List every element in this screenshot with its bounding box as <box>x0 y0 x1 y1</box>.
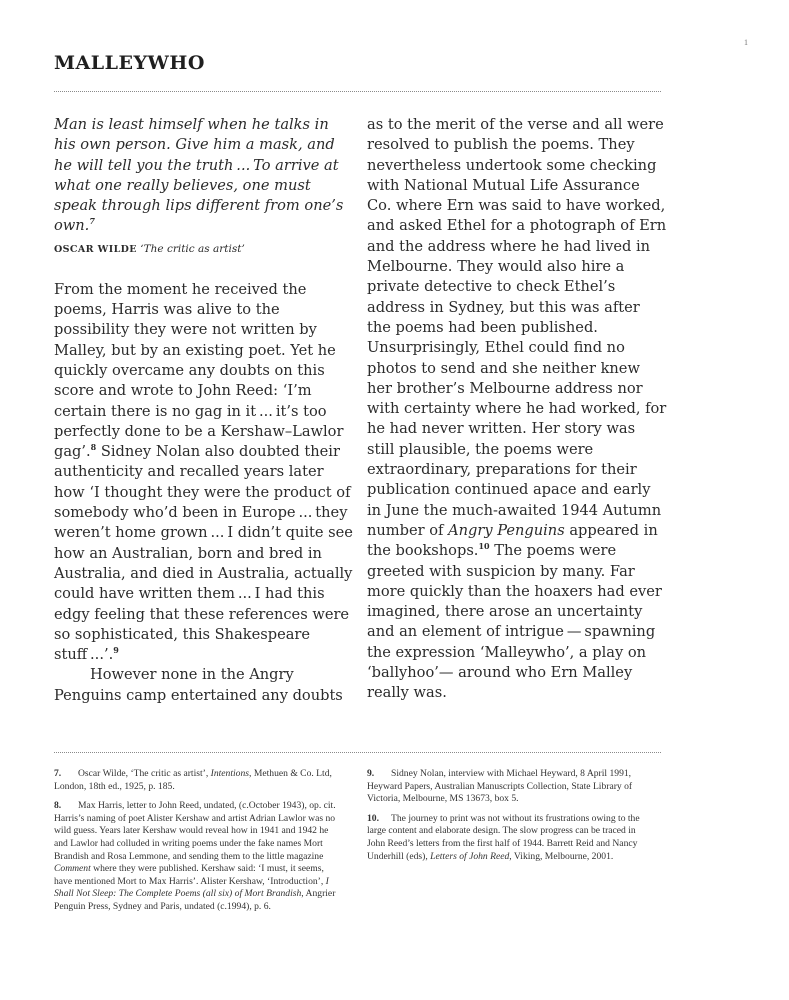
footnote-text: where they were published. Kershaw said: ‘I must, it seems, have mentioned Mort to Max Harris’. Alister Kershaw, ‘Introduction’, <box>54 863 326 887</box>
footnote-text: , Methuen & Co. Ltd, London, 18th ed., 1925, p. 185. <box>54 768 332 792</box>
body-text: From the moment he received the poems, Harris was alive to the possibility they were not written by Malley, but by an existing poet. Yet he quickly overcame any doubts on this score and wrote to John Reed: ‘I’m certain there is no gag in it ... it’s too perfectly done to be a Kershaw–Lawlor gag’. <box>54 280 344 461</box>
footnote-number: 9. <box>367 768 375 779</box>
footnote-number: 10. <box>367 812 379 824</box>
body-paragraph-2-continued <box>367 115 667 704</box>
footnote-rule <box>54 752 661 753</box>
footnotes-left <box>54 768 339 921</box>
body-text: Sidney Nolan also doubted their authenticity and recalled years later how ‘I thought they were the product of somebody who’d been in Europe ... they weren’t home grown ... I didn’t quite see how an Australian, born and bred in Australia, and died in Australia, actually could have written them ... I had this edgy feeling that these references were so sophisticated, this Shakespeare stuff ...’. <box>54 443 353 664</box>
left-column <box>54 115 354 706</box>
footnote-title: Letters of John Reed <box>430 850 510 862</box>
footnote-title: Intentions <box>210 768 250 779</box>
page-number: 1 <box>744 38 748 47</box>
footnotes-right <box>367 768 652 870</box>
footnote-8 <box>54 800 339 913</box>
magazine-title: Angry Penguins <box>448 521 565 539</box>
footnote-title: Comment <box>54 863 91 875</box>
footnote-ref: 7 <box>89 216 95 227</box>
body-text: appeared in the bookshops. <box>367 521 658 560</box>
epigraph-quote <box>54 115 354 237</box>
epigraph-attribution <box>54 241 354 258</box>
footnote-text: The journey to print was not without its frustrations owing to the large content and elaborate design. The slow progress can be traced in John Reed’s letters from the first half of 1944. Barrett Reid and Nancy Underhill (eds), <box>367 812 640 862</box>
footnote-text: Oscar Wilde, ‘The critic as artist’, <box>78 768 211 779</box>
body-paragraph-1 <box>54 280 354 666</box>
footnote-number: 7. <box>54 768 62 779</box>
body-text: as to the merit of the verse and all were resolved to publish the poems. They nevertheless undertook some checking with National Mutual Life Assurance Co. where Ern was said to have worked, and asked Ethel for a photograph of Ern and the address where he had lived in Melbourne. They would also hire a private detective to check Ethel’s address in Sydney, but this was after the poems had been published. Unsurprisingly, Ethel could find no photos to send and she neither knew her brother’s Melbourne address nor with certainty where he had worked, for he had never written. Her story was still plausible, the poems were extraordinary, preparations for their publication continued apace and early in June the much-awaited 1944 Autumn number of <box>367 116 667 539</box>
footnote-9 <box>367 768 652 806</box>
footnote-ref: 9 <box>113 645 119 656</box>
footnote-10 <box>367 813 652 863</box>
epigraph-author: OSCAR WILDE <box>54 243 137 255</box>
footnote-text: , Angrier Penguin Press, Sydney and Paris, undated (c.1994), p. 6. <box>54 888 336 912</box>
body-text: The poems were greeted with suspicion by many. Far more quickly than the hoaxers had ever imagined, there arose an uncertainty and an element of intrigue — spawning the expression ‘Malleywho’, a play on ‘ballyhoo’— around who Ern Malley really was. <box>367 542 662 702</box>
header-rule <box>54 91 661 92</box>
footnote-text: , Viking, Melbourne, 2001. <box>509 850 614 862</box>
footnote-ref: 10 <box>478 541 490 552</box>
footnote-ref: 8 <box>90 442 97 453</box>
body-text: However none in the Angry Penguins camp entertained any doubts <box>54 666 343 704</box>
epigraph-text: Man is least himself when he talks in his own person. Give him a mask, and he will tell you the truth ... To arrive at what one really believes, one must speak through lips different from one’s own. <box>54 116 344 235</box>
footnote-title: I Shall Not Sleep: The Complete Poems (all six) of Mort Brandish <box>54 875 329 900</box>
footnote-7 <box>54 768 339 793</box>
right-column <box>367 115 667 704</box>
footnote-text: Sidney Nolan, interview with Michael Heyward, 8 April 1991, Heyward Papers, Australian Manuscripts Collection, State Library of Victoria, Melbourne, MS 13673, box 5. <box>367 768 633 805</box>
footnote-text: Max Harris, letter to John Reed, undated, (c.October 1943), op. cit. Harris’s naming of poet Alister Kershaw and artist Adrian Lawlor was no wild guess. Years later Kershaw would reveal how in 1941 and 1942 he and Lawlor had colluded in writing poems under the fake names Mort Brandish and Rosa Lemmone, and sending them to the little magazine <box>54 800 336 862</box>
epigraph-work: ‘The critic as artist’ <box>140 242 245 255</box>
section-title: MALLEYWHO <box>54 52 205 74</box>
footnote-number: 8. <box>54 800 62 812</box>
body-paragraph-2 <box>54 665 354 706</box>
